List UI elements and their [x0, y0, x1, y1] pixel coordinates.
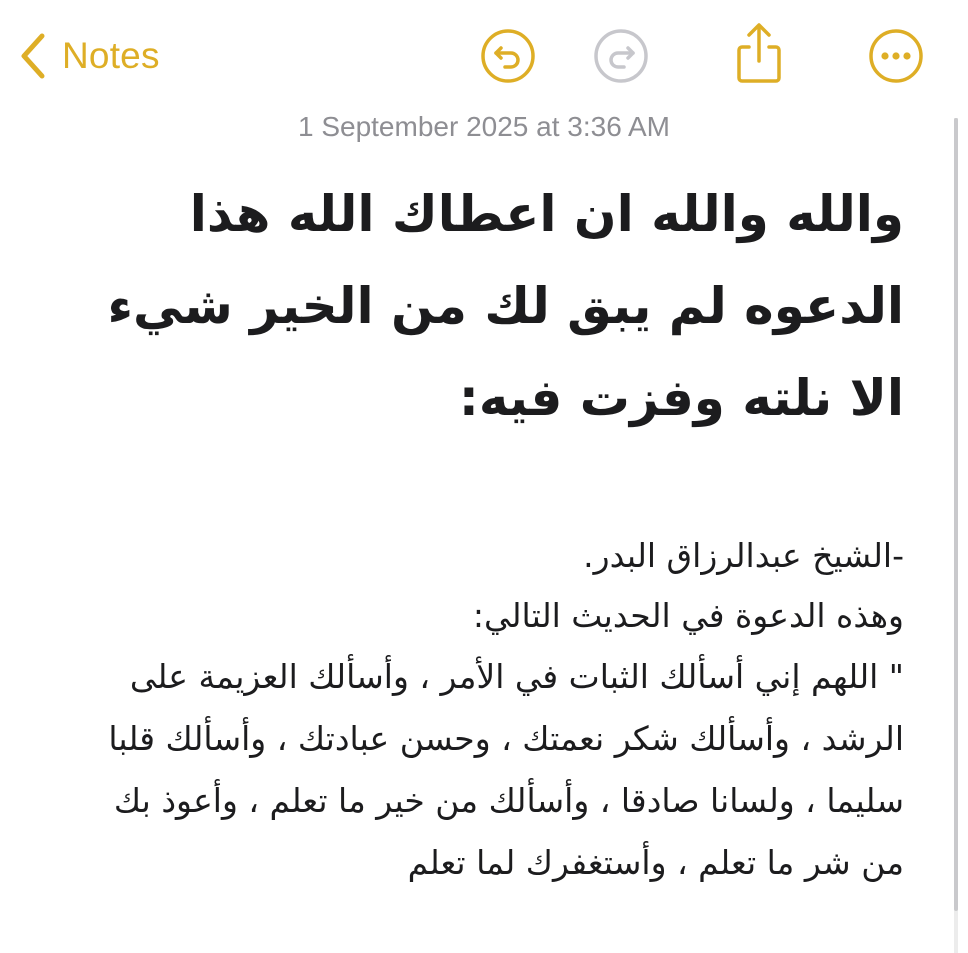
more-button[interactable]: [867, 27, 925, 85]
redo-icon: [592, 27, 650, 85]
scroll-indicator[interactable]: [954, 118, 958, 953]
back-button[interactable]: [18, 26, 160, 86]
redo-button[interactable]: [592, 27, 650, 85]
note-title[interactable]: [70, 168, 904, 444]
note-intro: وهذه الدعوة في الحديث التالي:: [472, 596, 904, 635]
ellipsis-icon: [867, 27, 925, 85]
note-attribution: -الشيخ عبدالرزاق البدر.: [583, 536, 904, 575]
undo-button[interactable]: [479, 27, 537, 85]
note-title-line: الدعوه لم يبق لك من الخير شيء: [107, 277, 904, 335]
note-body[interactable]: [70, 526, 904, 894]
note-title-line: الا نلته وفزت فيه:: [458, 369, 904, 427]
share-button[interactable]: [730, 20, 788, 86]
share-icon: [730, 20, 788, 86]
scroll-thumb[interactable]: [954, 118, 958, 911]
note-timestamp: 1 September 2025 at 3:36 AM: [297, 111, 671, 142]
undo-icon: [479, 27, 537, 85]
note-dua-paragraph: " اللهم إني أسألك الثبات في الأمر ، وأسألك العزيمة على الرشد ، وأسألك شكر نعمتك ، وحسن عبادتك ، وأسألك قلبا سليما ، ولسانا صادقا ، وأسألك من خير ما تعلم ، وأعوذ بك من شر ما تعلم ، وأستغفرك لما تعلم: [108, 657, 904, 882]
back-button-label: Notes: [62, 35, 160, 76]
note-title-line: والله والله ان اعطاك الله هذا: [189, 185, 904, 243]
chevron-left-icon: [18, 31, 48, 81]
